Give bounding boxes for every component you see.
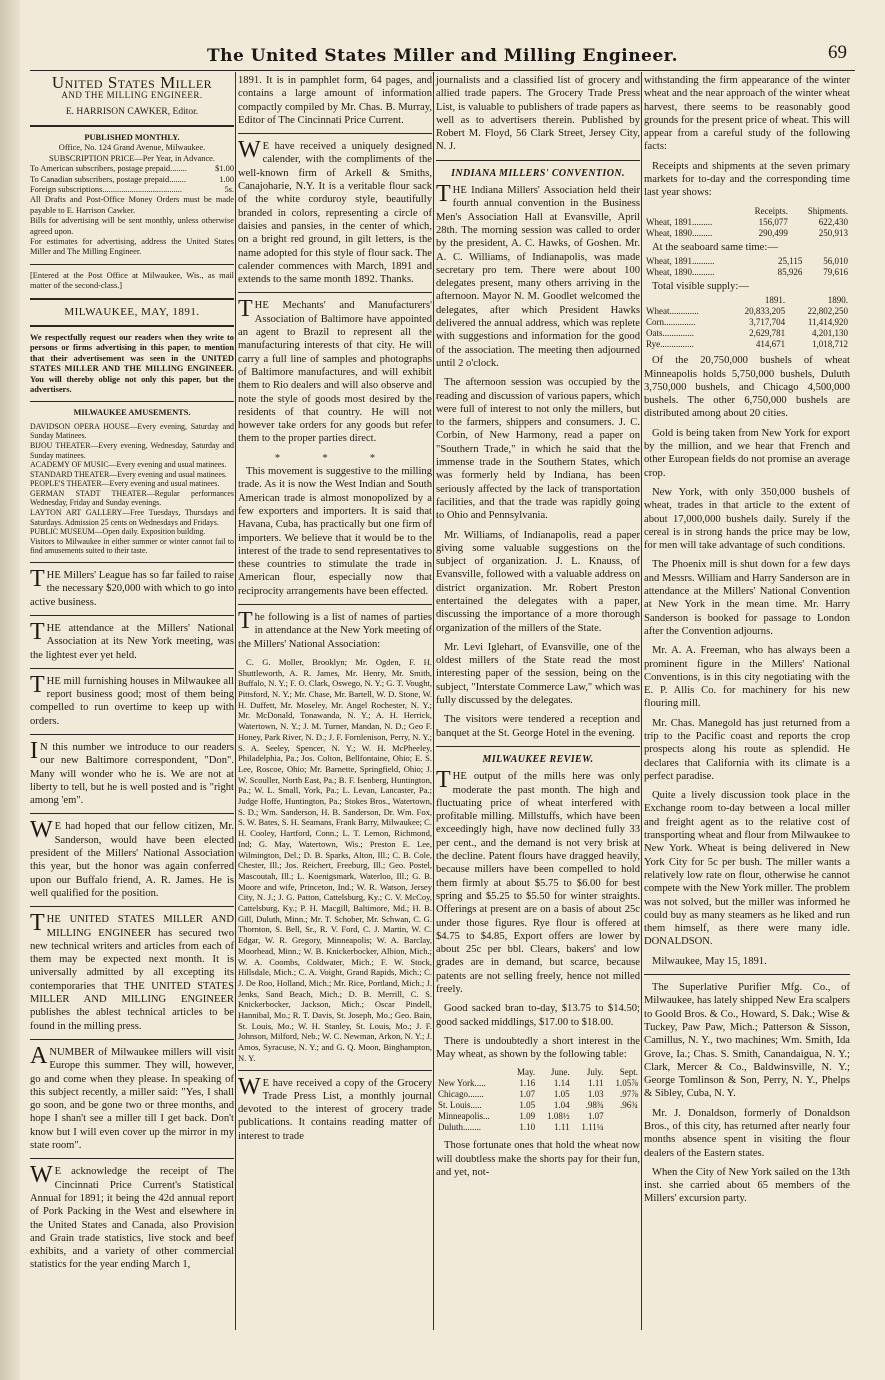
table-row: Wheat............. 20,833,205 22,802,250 [646,306,848,317]
article-paragraph: New York, with only 350,000 bushels of wheat, trades in that article to the extent of about 17,000,000 bushels daily. Surely if the cereal is in strong hands the price may be low, for men will take advantage of such conditions. [644,486,850,552]
column-1 [30,74,234,1278]
divider [238,604,432,605]
article-paragraph: Mr. Williams, of Indianapolis, read a paper giving some valuable suggestions on the subject of organization. J. L. Knauss, of Evansville, followed with a valuable address on district organization. Mr. Robert Preston entertained the delegates with a paper, discussing the importance of a more thorough organization of the millers of the State. [436,529,640,634]
visible-supply-table [644,295,850,350]
amusement-item: BIJOU THEATER—Every evening, Wednesday, Saturday and Sunday matinees. [30,440,234,460]
divider [30,125,234,127]
paper-name: United States Miller [51,73,213,92]
table-header-row: 1891. 1890. [764,295,848,306]
attendee-list: C. G. Moller, Brooklyn; Mr. Ogden, F. H. Shuttleworth, A. R. James, Mr. Henry, Mr. Smith, Buffalo, N. Y.; F. O. Clark, Oswego, N. Y.; G. T. Vought, Pittsford, N. Y.; Mr. Chase, Mr. Bartell, W. D. Stone, W. H. Duffett, Mr. Moseley, Mr. Angel Rochester, N. Y.; Mr. McDonald, Tonawanda, N. Y.; A. H. Herrick, Watertown, N. Y.; J. M. Turner, Mandan, N. D.; Geo F. Honey, Park River, N. D.; J. F. Fornlenison, Perry, N. Y.; S. A. Seeley, Spencer, N. Y.; W. H. McPheeley, Philadelphia, Pa.; Jos. Colton, Bellfontaine, Ohio; E. S. Lee, Roscoe, Ohio; Mr. Barnette, Springfield, Ohio; J. W. Scouller, North East, Pa.; B. F. Isenberg, Huntington, Pa.; W. L. Small, York, Pa.; L. Levan, Lancaster, Pa.; Judge Hoffe, Huntington, Pa.; Stokes Bros., Watertown, S. D.; Wm. Sanderson, H. B. Sanderson, Dr. Wm. Fox, S. W. Bates, S. H. Seamans, Frank Barry, Milwaukee; C. H. Cooley, Hartford, Conn.; L. T. Lemon, Richmond, Ind; G. May, Watertown, Wis.; Preston E. Lee, Wilmington, Del.; D. B. Sparks, Alton, Ill.; C. B. Cole, Chester, Ill.; Jos. Reichert, Freeburg, Ill.; Geo. Postel, Mascoutah, Ill.; L. Koenigsmark, Waterloo, Ill.; G. B. Moore and wife, Princeton, Ind.; W. R. Watson, Jersey City, N. J.; J. G. Patton, Cattelsburg, Ky.; C. V. McCoy, Cattelsburg, Ky.; P. H. Macgill, Baltimore, Md.; H. B. Gill, Duluth, Minn.; Mr. T. Schober, Mr. Schwan, C. G. Thornton, S. Bell, Sr., R. V. Ford, C. J. Martin, W. C. Edgar, W. R. Gregory, Minneapolis; W. A. Barclay, Moorhead, Minn.; W. B. Knickerbocker, Albion, Mich.; W. A. Coombs, Coldwater, Mich.; F. W. Stock, Hillsdale, Mich.; C. A. Voight, Grand Rapids, Mich.; C. J. De Roo, Holland, Mich.; Mr. Rice, Portland, Mich.; J. Jenks, Sand Beach, Mich.; D. B. Merrill, C. S. Knickerbocker, Jackson, Mich.; Oscar Pindell, Hannibal, Mo.; R. T. Davis, St. Joseph, Mo.; Geo. Bain, St. Louis, Mo.; W. H. Stanley, St. Louis, Mo.; J. F. Johnson, Milford, Neb.; W. C. Newman, Arkon, N. Y.; J. Amos, Syracuse, N. Y.; and G. Q. Moon, Binghampton, N. Y. [238,656,432,1063]
article-paragraph: THE Mechants' and Manufacturers' Association of Baltimore have appointed an agent to Brazil to represent all the manufacturing interests of that city. He will carry a full line of samples and photographs of Baltimore manufactures, and will exhibit them to Rio dealers and will also observe and note the style of goods most desired by the residents of that country. He will not however take orders for any goods but refer them to the proper parties direct. [238,296,432,445]
advertising-notice: For estimates for advertising, address the United States Miller and The Milling Engineer. [30,236,234,257]
editorial-paragraph: THE attendance at the Millers' National Association at its New York meeting, was the lightest ever yet held. [30,618,234,661]
column-2 [238,74,432,1149]
wheat-price-table [436,1067,640,1133]
office-address: Office, No. 124 Grand Avenue, Milwaukee. [58,143,206,153]
seaboard-label: At the seaboard same time:— [652,241,778,253]
amusements-heading: MILWAUKEE AMUSEMENTS. [73,408,191,418]
table-row: Wheat, 1891.......... 25,115 56,010 [646,255,848,266]
amusement-item: Visitors to Milwaukee in either summer or winter cannot fail to find amusements suited to their taste. [30,536,234,556]
column-3 [436,74,640,1185]
divider [30,401,234,402]
article-paragraph: 1891. It is in pamphlet form, 64 pages, and contains a large amount of information compactly compiled by Mr. Chas. B. Murray, Editor of The Cincinnati Price Current. [238,75,432,126]
rate-row: Foreign subscriptions...................................... 5s. [30,184,234,194]
amusements-list [30,422,234,556]
receipts-shipments-table [644,206,850,239]
column-divider [433,72,434,1330]
article-paragraph: Mr. J. Donaldson, formerly of Donaldson Bros., of this city, has returned after nearly four months absence spent in visiting the flour dealers of the Eastern states. [644,1107,850,1159]
article-paragraph: The Phoenix mill is shut down for a few days and Messrs. William and Harry Sanderson are in attendance at the Millers' National Convention at New York in the mean time. Mr. Harry Sanderson is booked for passage to London after the Convention adjourns. [644,559,850,637]
divider [644,974,850,975]
amusement-item: LAYTON ART GALLERY—Free Tuesdays, Thursdays and Saturdays. Admission 25 cents on Wednesdays and Fridays. [30,508,234,527]
masthead-rule [30,70,855,71]
divider [238,133,432,134]
article-paragraph: When the City of New York sailed on the 13th inst. she carried about 65 members of the Millers' excursion party. [644,1166,850,1205]
editorial-paragraph: IN this number we introduce to our readers our new Baltimore correspondent, "Don". Many will wonder who he is. We are not at liberty to tell, but he is well posted and is "right among 'em". [30,738,234,807]
table-row: Wheat, 1890.......... 85,926 79,616 [646,266,848,277]
payment-notice: All Drafts and Post-Office Money Orders must be made payable to E. Harrison Cawker. [30,195,234,215]
divider [30,1039,234,1040]
editor-line: E. HARRISON CAWKER, Editor. [65,106,199,117]
article-paragraph: Good sacked bran to-day, $13.75 to $14.50; good sacked middlings, $17.00 to $18.00. [436,1003,640,1028]
table-row: Duluth........ 1.10 1.11 1.11¼ [438,1122,604,1133]
article-paragraph: Those fortunate ones that hold the wheat now will doubtless make the shorts pay for their fun, and yet, not- [436,1140,640,1179]
subscription-rates [30,164,234,195]
page-edge [0,0,20,1380]
section-stars: * * * [275,452,395,464]
table-header-row: May. June. July. Sept. [517,1067,638,1078]
divider [30,325,234,327]
divider [30,562,234,563]
visible-supply-label: Total visible supply:— [652,280,749,292]
amusement-item: PEOPLE'S THEATER—Every evening and usual matinees. [30,479,220,489]
editorial-paragraph: WE had hoped that our fellow citizen, Mr. Sanderson, would have been elected president of the Millers' National Association this year, but the honor was again conferred upon our Buffalo friend, A. R. James. He is well qualified for the position. [30,817,234,899]
column-4 [644,74,850,1212]
editorial-paragraph: THE Millers' League has so far failed to raise the necessary $20,000 with which to go into active business. [30,566,234,608]
article-paragraph: Of the 20,750,000 bushels of wheat Minneapolis holds 5,750,000 bushels, Duluth 3,750,000 bushels, and Chicago 4,500,000 bushels. The other 6,750,000 bushels are distributed among about 20 cities. [644,355,850,420]
article-paragraph: WE have received a copy of the Grocery Trade Press List, a monthly journal devoted to the interest of grocery trade publications. It contains reading matter of interest to trade [238,1073,432,1142]
article-paragraph: The Superlative Purifier Mfg. Co., of Milwaukee, has lately shipped New Era scalpers to Goold Bros. & Co., Howard, S. Dak.; Wise & Tuckey, Paw Paw, Mich.; Patterson & Sisson, Camillus, N. Y., two machines; Wm. Smith, Ida Grove, Ia.; Chas. S. Smith, Canandaigua, N. Y.; Clark, Mercer & Co., Baldwinsville, N. Y.; George Tomlinson & Son, Perry, N. Y., Phelps & Sibley, Cuba, N. Y. [644,982,850,1100]
table-row: Minneapolis... 1.09 1.08½ 1.07 [438,1111,604,1122]
masthead-title: The United States Miller and Milling Engineer. [206,46,678,66]
section-heading: MILWAUKEE REVIEW. [482,753,594,765]
editorial-paragraph: ANUMBER of Milwaukee millers will visit Europe this summer. They will, however, go and come when they please. In speaking of this subject recently, a miller said: "Yes, I shall go soon, and be gone two or three months, and hope I shan't see a miller till I get back. Don't know but I will even cover up the mirror in my state room". [30,1042,234,1152]
paper-subtitle: AND THE MILLING ENGINEER. [61,90,203,101]
dateline: MILWAUKEE, MAY, 1891. [64,305,200,318]
article-paragraph: withstanding the firm appearance of the winter wheat and the near approach of the winter wheat harvest, there seems to be reasonably good grounds for the present price of wheat. This will appear from a careful study of the following facts: [644,75,850,153]
table-row: St. Louis..... 1.05 1.04 .98¾ .96¾ [438,1100,638,1111]
table-row: Wheat, 1890......... 290,499 250,913 [646,227,848,238]
article-paragraph: Receipts and shipments at the seven primary markets for to-day and the corresponding time last year shows: [644,160,850,199]
editorial-paragraph: THE mill furnishing houses in Milwaukee all report business good; most of them being compelled to run overtime to keep up with orders. [30,671,234,727]
section-heading: INDIANA MILLERS' CONVENTION. [451,167,625,179]
subscription-price: SUBSCRIPTION PRICE—Per Year, in Advance. [48,153,215,163]
article-paragraph: The following is a list of names of parties in attendance at the New York meeting of the Millers' National Association: [238,607,432,650]
amusement-item: ACADEMY OF MUSIC—Every evening and usual matinees. [30,460,227,470]
article-paragraph: There is undoubtedly a short interest in the May wheat, as shown by the following table: [436,1035,640,1061]
amusement-item: PUBLIC MUSEUM—Open daily. Exposition building. [30,527,206,537]
article-paragraph: The afternoon session was occupied by the reading and discussion of various papers, which were full of interest to not only the millers, but to the farmers, shippers and consumers. J. C. Corbin, of New Harmony, read a paper on "Southern Trade," in which he said that the immense trade in the Southern States, which was formerly held by Indiana, has been seriously affected by the lack of transportation facilities, and that the trade was rapidly going to Ohio and Pennsylvania. [436,377,640,522]
table-header-row: Receipts. Shipments. [754,205,848,216]
table-row: Oats.............. 2,629,781 4,201,130 [646,328,848,339]
divider [238,292,432,293]
article-paragraph: THE Indiana Millers' Association held their fourth annual convention in the Business Men's Association Hall at Evansville, April 28th. The morning session was called to order by the president, A. C. Hawks, of Goshen. Mr. A. C. Williams, of Indianapolis, was made secretary pro tem. There were about 100 delegates present, many others arriving in the afternoon. Mayor N. M. Goodlet welcomed the delegates, after which President Hawks delivered the annual address, which was replete with suggestions and information for the good of the association. The meeting then adjourned until 2 o'clock. [436,181,640,369]
article-paragraph: WE have received a uniquely designed calender, with the compliments of the well-known firm of Arkell & Smiths, Canajoharie, N.Y. It is a veritable flour sack of the white corduroy style, beautifully branded in colors, representing a circle of daisies and pansies, in the center of which, on a bright red ground, in gilt letters, is the name adopted for this style of flour sack. The calender commences with March, 1891 and extends to the same month 1892. Thanks. [238,137,432,286]
editorial-paragraph: THE UNITED STATES MILLER AND MILLING ENGINEER has secured two new technical writers and articles from each of them may be expected next month. It is universally admitted by all excepting its contemporaries that THE UNITED STATES MILLER AND MILLING ENGINEER publishes the ablest technical articles to be found in the milling press. [30,910,234,1032]
divider [30,906,234,907]
page-number: 69 [828,42,847,63]
divider [30,813,234,814]
editorial-paragraph: WE acknowledge the receipt of The Cincinnati Price Current's Statistical Annual for 1891; it being the 42d annual report of Pork Packing in the West and elsewhere in the United States and Canada, also Provision and Grain trade statistics, live stock and beef exhibits, and a variety of other commercial statistics for the year ending March 1, [30,1162,234,1271]
amusement-item: GERMAN STADT THEATER—Regular performances Wednesday, Friday and Sunday evenings. [30,488,234,508]
billing-notice: Bills for advertising will be sent monthly, unless otherwise agreed upon. [30,216,234,236]
rate-row: To American subscribers, postage prepaid........ $1.00 [30,164,234,174]
table-row: Corn.............. 3,717,704 11,414,920 [646,317,848,328]
divider [436,160,640,161]
table-row: Chicago....... 1.07 1.05 1.03 .97⅞ [438,1089,638,1100]
divider [30,615,234,616]
masthead [30,42,855,72]
column-divider [235,72,236,1330]
article-paragraph: Gold is being taken from New York for export by the million, and we hear that French and other European fields do not promise an average crop. [644,427,850,479]
divider [238,1070,432,1071]
postal-entry-note: [Entered at the Post Office at Milwaukee, Wis., as mail matter of the second-class.] [30,270,234,291]
amusement-item: STANDARD THEATER—Every evening and usual matinees. [30,469,227,479]
table-row: Rye............... 414,671 1,018,712 [646,339,848,350]
article-paragraph: Mr. Levi Iglehart, of Evansville, one of the oldest millers of the State read the most interesting paper of the session, being on the subject, "Interstate Commerce Law," which was fully discussed by the delegates. [436,641,640,707]
article-paragraph: Mr. Chas. Manegold has just returned from a trip to the Pacific coast and reports the crop prospects along his route as splendid. He declares that California with its climate is a perfect paradise. [644,717,850,782]
amusement-item: DAVIDSON OPERA HOUSE—Every evening, Saturday and Sunday Matinees. [30,421,234,441]
reader-request: We respectfully request our readers when they write to persons or firms advertising in this paper, to mention that their advertisement was seen in the UNITED STATES MILLER AND THE MILLING ENGINEER. You will thereby oblige not only this paper, but the advertisers. [30,332,234,394]
divider [30,734,234,735]
article-paragraph: The visitors were tendered a reception and banquet at the St. George Hotel in the evening. [436,714,640,739]
seaboard-table [644,256,850,278]
article-dateline: Milwaukee, May 15, 1891. [652,955,767,967]
column-divider [641,72,642,1330]
divider [30,298,234,300]
article-paragraph: THE output of the mills here was only moderate the past month. The high and fluctuating price of wheat interfered with profitable milling. Millstuffs, which have been exceedingly high, have now declined fully 33 per cent., and the demand is not very brisk at the decline. Patent flours have dragged heavily, because millers have been compelled to hold them firmly at about $5.75 to $6.00 for best spring and $5.25 to $5.50 for winter straights. Offerings at present are on a basis of about 25c under those figures. Rye flour is offered at $4.75 to $4.85, Export offers are lower by about 25c per bbl. Clears, bakers' and low grades are in demand, but scarce, because patents are not selling freely, hence not milled freely. [436,767,640,995]
article-paragraph: journalists and a classified list of grocery and allied trade papers. The Grocery Trade Press List, is valuable to publishers of trade papers as well as to advertisers therein. Published by Robert M. Floyd, 56 Clark Street, Jersey City, N. J. [436,75,640,153]
divider [30,264,234,265]
divider [30,1158,234,1159]
article-paragraph: Mr. A. A. Freeman, who has always been a prominent figure in the Millers' National Conventions, is in this city negotiating with the E. P. Allis Co. for machinery for his new flouring mill. [644,645,850,710]
table-row: New York..... 1.16 1.14 1.11 1.05⅞ [438,1078,638,1089]
article-paragraph: Quite a lively discussion took place in the Exchange room to-day between a local miller and freight agent as to the relative cost of transporting wheat and flour from Milwaukee to New York. Wheat is being delivered in New York City for 5c per bush. The miller wants a relatively low rate on flour, otherwise he cannot compete with the New York miller. The problem was not solved, but the miller was informed he could buy as many steamers as he liked and run them himself, as there were many idle. DONALDSON. [644,790,850,948]
divider [30,668,234,669]
divider [436,746,640,747]
table-row: Wheat, 1891......... 156,077 622,430 [646,216,848,227]
article-paragraph: This movement is suggestive to the milling trade. As it is now the West Indian and South American trade is almost monopolized by a few exporters and importers. It is said that Havana, Cuba, has practically but one firm of importers. We believe that it would be to the interest of the trade to send representatives to these countries to stimulate the trade in American flour, especially now that reciprocity arrangements have been effected. [238,466,432,597]
rate-row: To Canadian subscribers, postage prepaid........ 1.00 [30,174,234,184]
published-monthly: PUBLISHED MONTHLY. [84,132,180,142]
